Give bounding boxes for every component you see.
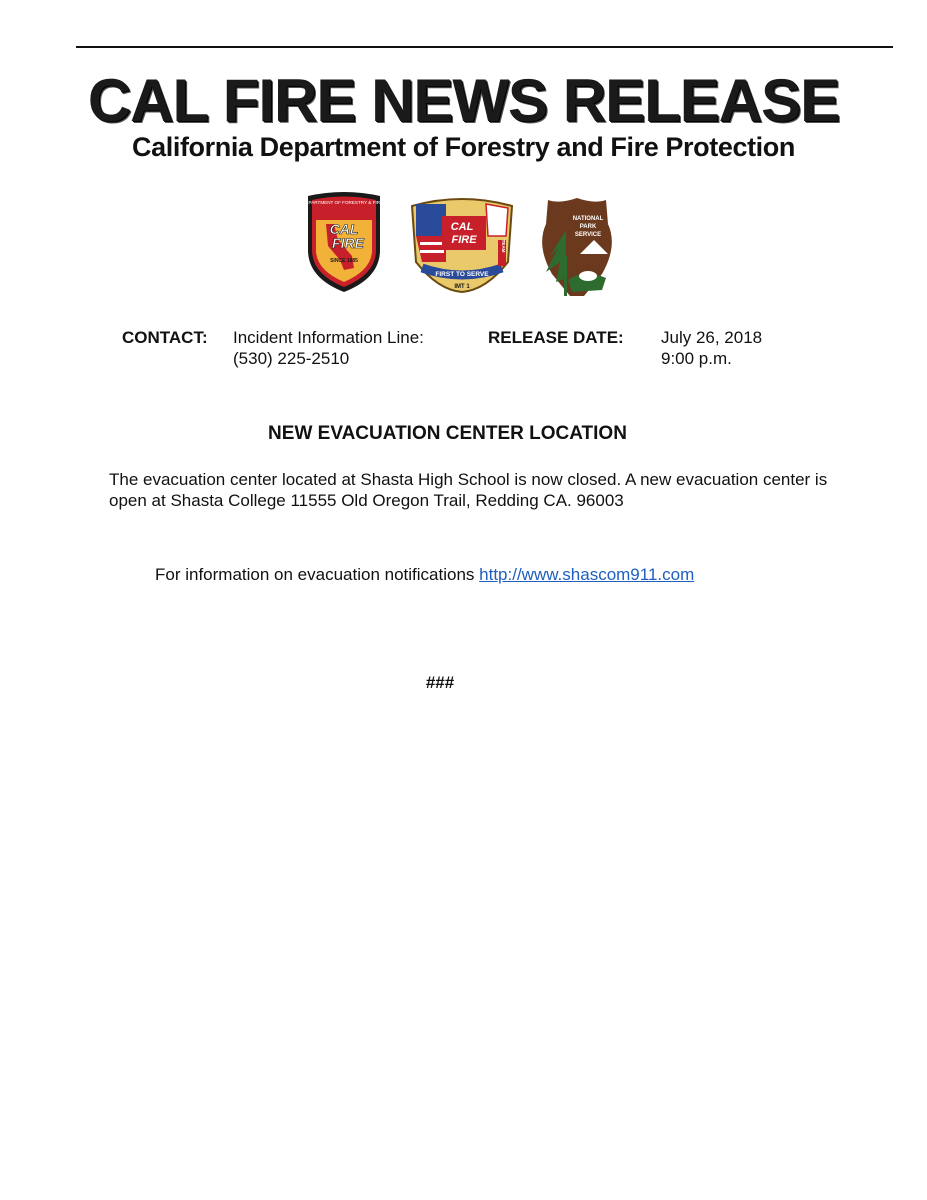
info-text: For information on evacuation notifications (155, 565, 475, 584)
calfire-name-top: CAL (329, 221, 359, 237)
department-name: California Department of Forestry and Fire Protection (132, 132, 795, 162)
release-date-label: RELEASE DATE: (488, 328, 624, 347)
evacuation-info-link[interactable]: http://www.shascom911.com (479, 565, 695, 584)
nps-line1: NATIONAL (572, 216, 604, 222)
nps-arrowhead-logo (536, 196, 618, 300)
calfire-since: SINCE 1885 (330, 258, 358, 264)
imt-team: IMT 1 (454, 284, 470, 290)
info-line (155, 565, 694, 585)
release-time: 9:00 p.m. (661, 349, 732, 368)
contact-phone: (530) 225-2510 (233, 349, 350, 368)
top-rule (76, 46, 893, 48)
calfire-ring-text: CALIFORNIA DEPARTMENT OF FORESTRY & FIRE PROTECTION (273, 200, 415, 205)
logo-row (0, 190, 927, 302)
release-date: July 26, 2018 (661, 328, 763, 347)
calfire-name-bottom: FIRE (332, 235, 364, 251)
imt-team-side: TEAM (501, 239, 506, 253)
imt-name-bottom: FIRE (451, 234, 477, 246)
end-mark: ### (425, 673, 455, 692)
nps-line3: SERVICE (574, 232, 602, 238)
page-title: CAL FIRE NEWS RELEASE (87, 67, 840, 134)
nps-line2: PARK (579, 224, 597, 230)
imt-shield-logo (402, 192, 522, 296)
headline: NEW EVACUATION CENTER LOCATION (268, 423, 627, 444)
calfire-shield-logo (273, 190, 415, 294)
body-paragraph: The evacuation center located at Shasta High School is now closed. A new evacuation center is open at Shasta College 11555 Old Oregon Trail, Redding CA. 96003 (109, 470, 828, 510)
contact-label: CONTACT: (122, 328, 208, 347)
imt-motto: FIRST TO SERVE (435, 271, 489, 278)
imt-name-top: CAL (450, 221, 474, 233)
contact-line: Incident Information Line: (233, 328, 424, 347)
